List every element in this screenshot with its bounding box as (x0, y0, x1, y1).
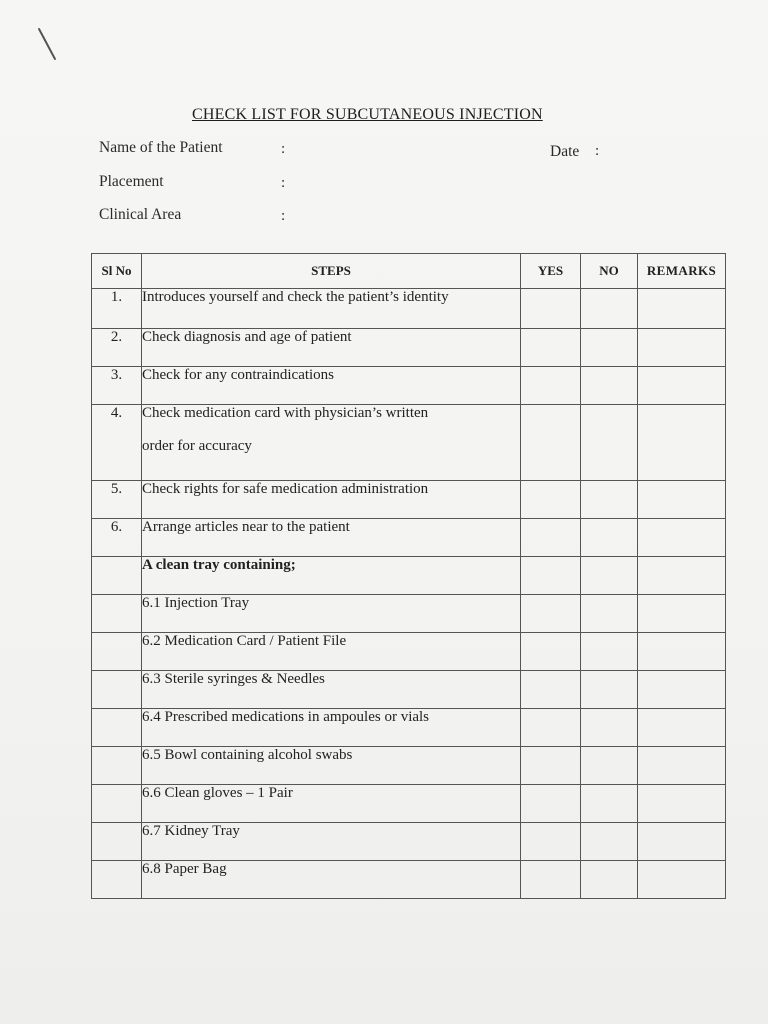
yes-cell[interactable] (521, 595, 581, 633)
yes-cell[interactable] (521, 861, 581, 899)
no-cell[interactable] (581, 709, 638, 747)
remarks-cell[interactable] (638, 329, 726, 367)
table-row (92, 823, 726, 861)
step-text (142, 405, 521, 481)
header-slno: Sl No (92, 254, 142, 289)
no-cell[interactable] (581, 633, 638, 671)
table-row (92, 367, 726, 405)
no-cell[interactable] (581, 785, 638, 823)
yes-cell[interactable] (521, 747, 581, 785)
step-text: Check rights for safe medication administration (142, 481, 521, 519)
remarks-cell[interactable] (638, 519, 726, 557)
row-number: 2. (92, 329, 142, 367)
date-separator: : (595, 143, 600, 159)
row-number (92, 823, 142, 861)
remarks-cell[interactable] (638, 481, 726, 519)
row-number: 5. (92, 481, 142, 519)
row-number (92, 709, 142, 747)
step-text: 6.6 Clean gloves – 1 Pair (142, 785, 521, 823)
row-number (92, 747, 142, 785)
row-number (92, 595, 142, 633)
row-number (92, 633, 142, 671)
clinical-area-label: Clinical Area (99, 206, 182, 223)
yes-cell[interactable] (521, 785, 581, 823)
placement-separator: : (281, 175, 286, 191)
step-text-line2: order for accuracy (142, 438, 252, 454)
no-cell[interactable] (581, 367, 638, 405)
step-text: 6.2 Medication Card / Patient File (142, 633, 521, 671)
yes-cell[interactable] (521, 823, 581, 861)
yes-cell[interactable] (521, 557, 581, 595)
yes-cell[interactable] (521, 289, 581, 329)
date-label: Date (550, 143, 580, 160)
step-text: Check for any contraindications (142, 367, 521, 405)
table-row (92, 861, 726, 899)
no-cell[interactable] (581, 289, 638, 329)
clinical-area-separator: : (281, 208, 286, 224)
yes-cell[interactable] (521, 481, 581, 519)
patient-name-separator: : (281, 141, 286, 157)
table-row (92, 633, 726, 671)
no-cell[interactable] (581, 481, 638, 519)
row-number (92, 861, 142, 899)
yes-cell[interactable] (521, 671, 581, 709)
remarks-cell[interactable] (638, 405, 726, 481)
remarks-cell[interactable] (638, 785, 726, 823)
pen-stroke-mark (38, 28, 57, 61)
row-number: 3. (92, 367, 142, 405)
step-text: Check diagnosis and age of patient (142, 329, 521, 367)
step-text: Arrange articles near to the patient (142, 519, 521, 557)
remarks-cell[interactable] (638, 709, 726, 747)
table-row (92, 709, 726, 747)
yes-cell[interactable] (521, 633, 581, 671)
header-steps: STEPS (142, 254, 521, 289)
no-cell[interactable] (581, 557, 638, 595)
row-number: 4. (92, 405, 142, 481)
table-row (92, 671, 726, 709)
remarks-cell[interactable] (638, 289, 726, 329)
yes-cell[interactable] (521, 329, 581, 367)
header-yes: YES (521, 254, 581, 289)
no-cell[interactable] (581, 519, 638, 557)
header-remarks: REMARKS (638, 254, 726, 289)
table-row (92, 289, 726, 329)
yes-cell[interactable] (521, 709, 581, 747)
placement-label: Placement (99, 173, 164, 190)
table-row (92, 557, 726, 595)
row-number: 6. (92, 519, 142, 557)
table-row (92, 747, 726, 785)
remarks-cell[interactable] (638, 861, 726, 899)
no-cell[interactable] (581, 405, 638, 481)
checklist-table (91, 253, 726, 899)
step-text-line1: Check medication card with physician’s written (142, 405, 429, 421)
table-row (92, 481, 726, 519)
row-number: 1. (92, 289, 142, 329)
remarks-cell[interactable] (638, 595, 726, 633)
table-row (92, 329, 726, 367)
no-cell[interactable] (581, 747, 638, 785)
yes-cell[interactable] (521, 405, 581, 481)
table-row (92, 519, 726, 557)
yes-cell[interactable] (521, 519, 581, 557)
patient-name-label: Name of the Patient (99, 139, 223, 156)
no-cell[interactable] (581, 595, 638, 633)
yes-cell[interactable] (521, 367, 581, 405)
step-text: A clean tray containing; (142, 557, 521, 595)
step-text: 6.5 Bowl containing alcohol swabs (142, 747, 521, 785)
row-number (92, 557, 142, 595)
remarks-cell[interactable] (638, 633, 726, 671)
step-text: 6.4 Prescribed medications in ampoules or vials (142, 709, 521, 747)
no-cell[interactable] (581, 329, 638, 367)
no-cell[interactable] (581, 823, 638, 861)
header-no: NO (581, 254, 638, 289)
remarks-cell[interactable] (638, 823, 726, 861)
no-cell[interactable] (581, 671, 638, 709)
table-row (92, 595, 726, 633)
step-text: Introduces yourself and check the patient’s identity (142, 289, 521, 329)
table-header-row (92, 254, 726, 289)
step-text: 6.1 Injection Tray (142, 595, 521, 633)
remarks-cell[interactable] (638, 557, 726, 595)
table-row (92, 785, 726, 823)
remarks-cell[interactable] (638, 747, 726, 785)
remarks-cell[interactable] (638, 367, 726, 405)
row-number (92, 785, 142, 823)
no-cell[interactable] (581, 861, 638, 899)
remarks-cell[interactable] (638, 671, 726, 709)
step-text: 6.7 Kidney Tray (142, 823, 521, 861)
step-text: 6.3 Sterile syringes & Needles (142, 671, 521, 709)
document-title: CHECK LIST FOR SUBCUTANEOUS INJECTION (192, 106, 543, 123)
step-text: 6.8 Paper Bag (142, 861, 521, 899)
row-number (92, 671, 142, 709)
table-row (92, 405, 726, 481)
